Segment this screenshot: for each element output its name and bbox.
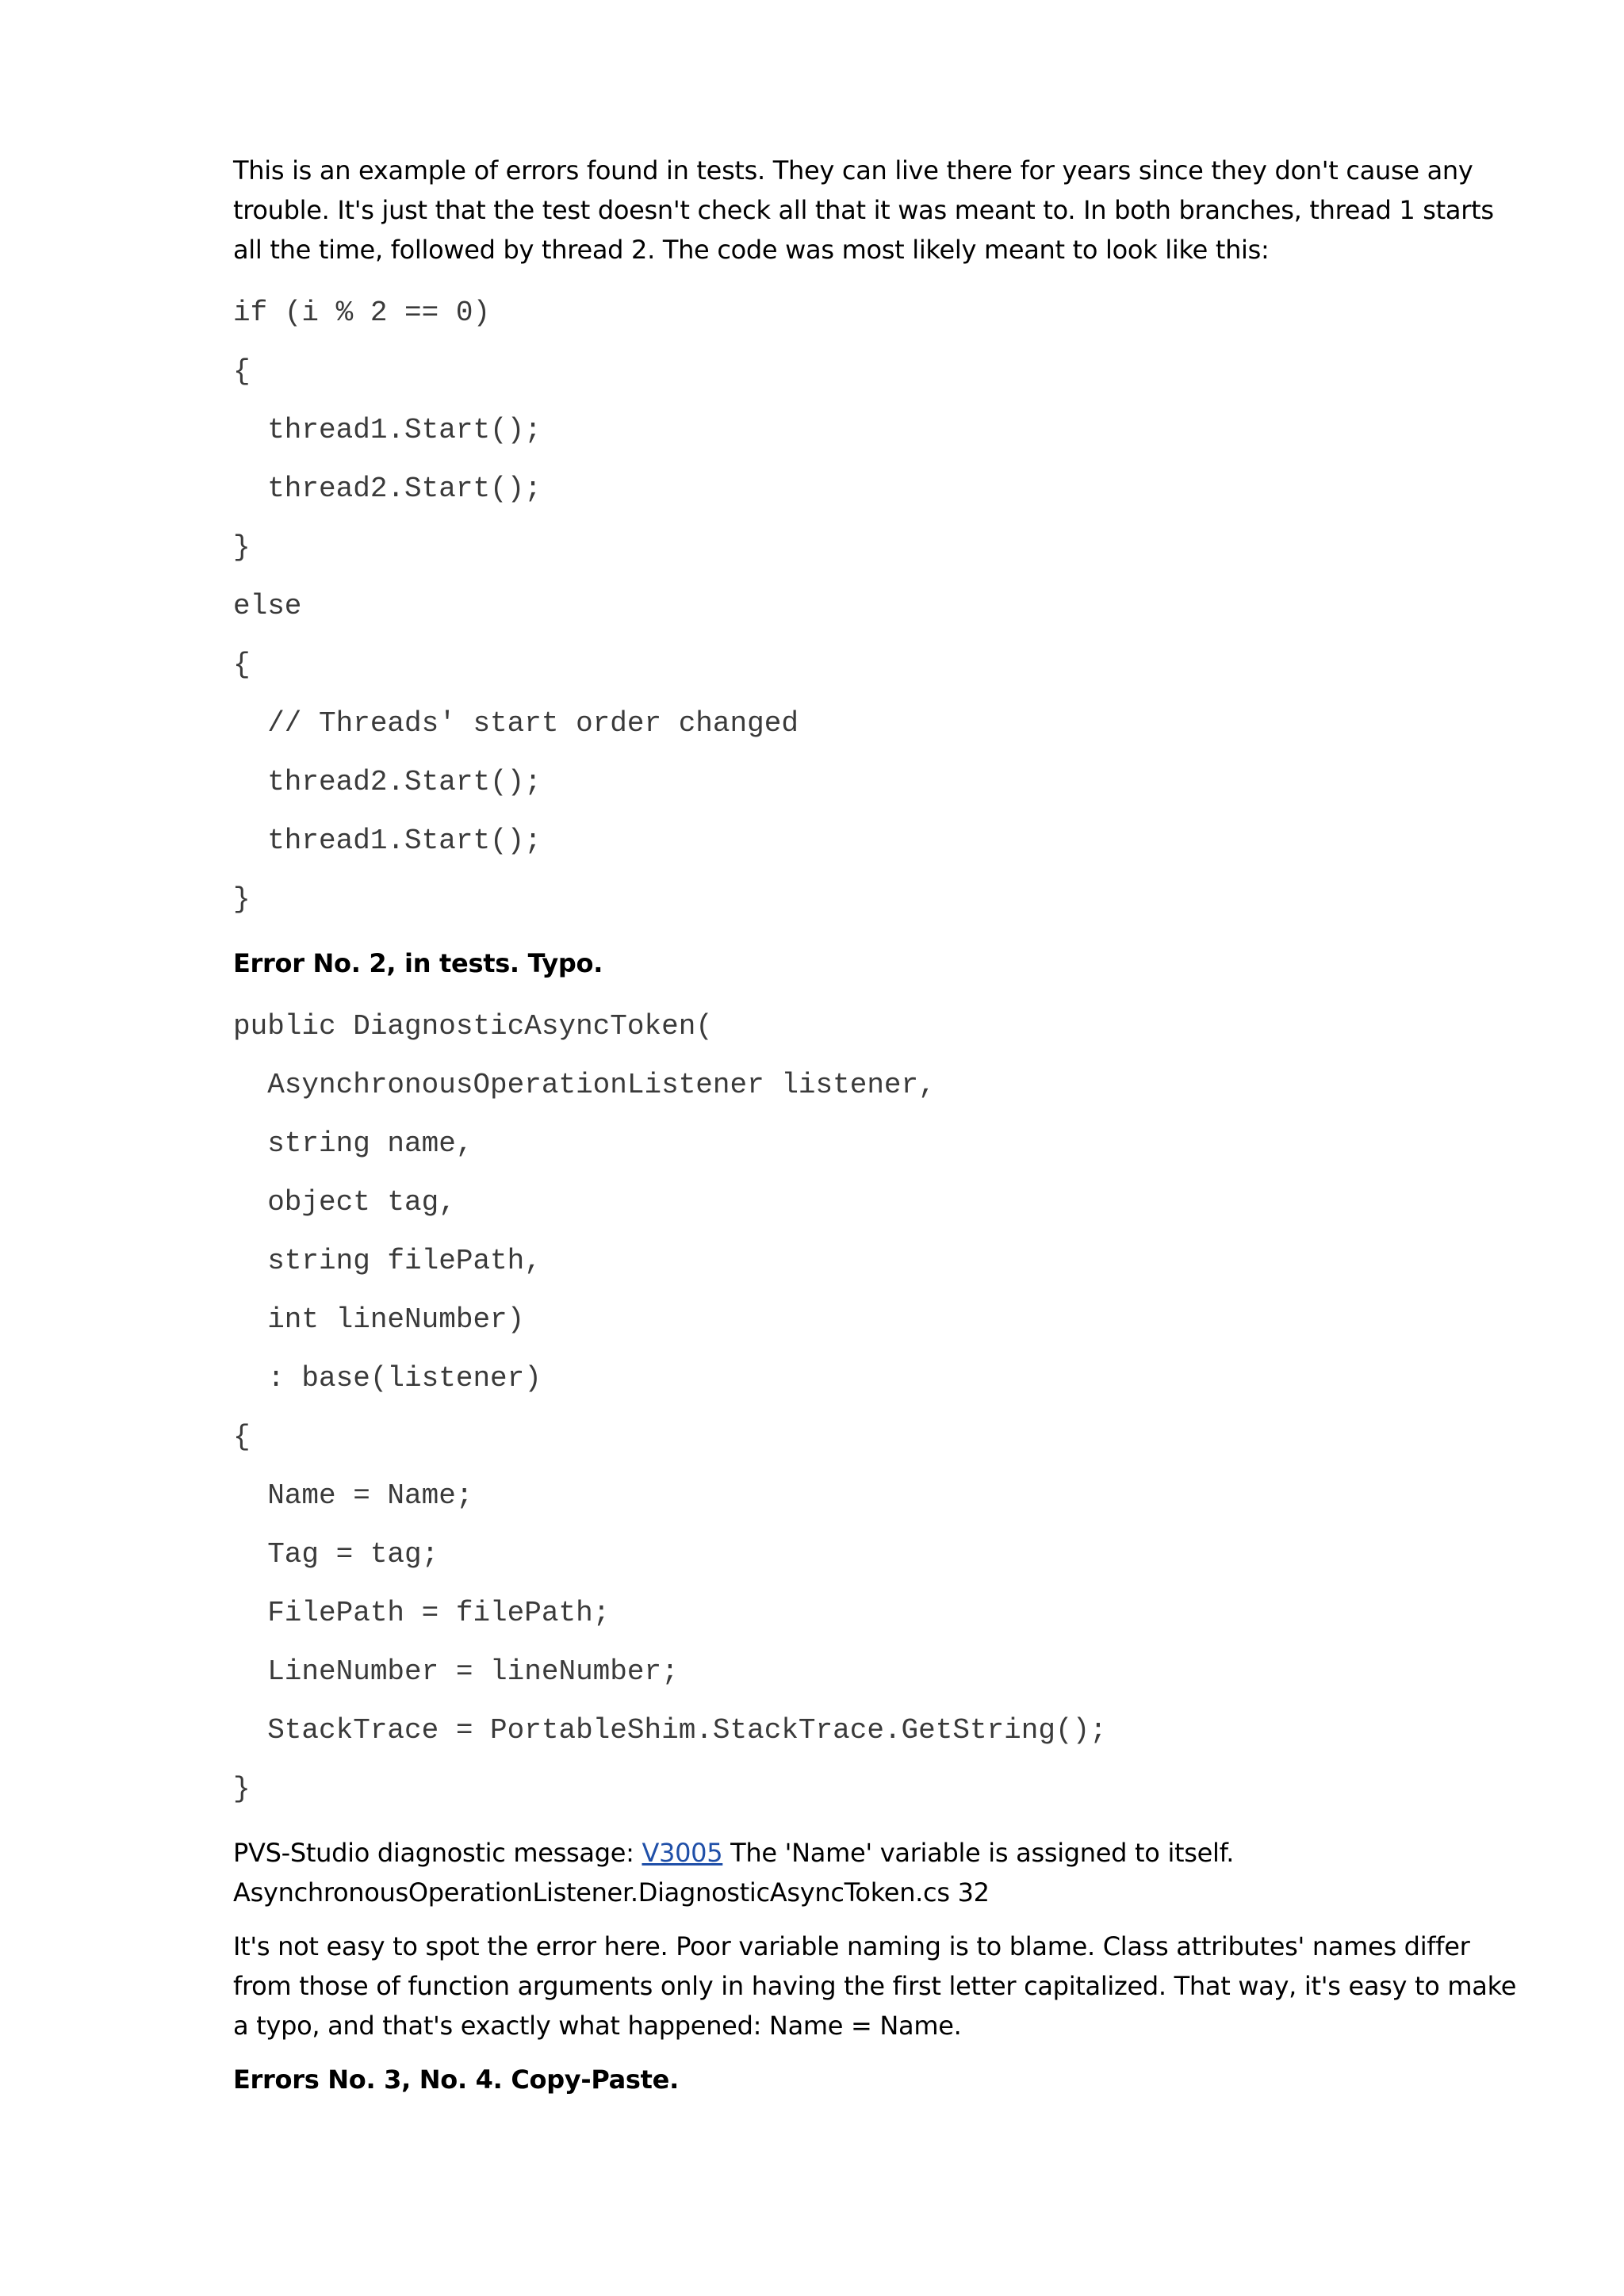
code-line: string filePath, [233,1245,542,1277]
code-block-threads [233,284,1518,929]
code-line: : base(listener) [233,1362,542,1395]
code-block-diagnostic-token [233,997,1518,1819]
code-line: else [233,590,302,622]
code-line: FilePath = filePath; [233,1597,611,1629]
code-line: } [233,531,251,564]
heading-error-2: Error No. 2, in tests. Typo. [233,948,603,978]
code-line: object tag, [233,1186,456,1219]
code-line: // Threads' start order changed [233,707,799,740]
code-line: if (i % 2 == 0) [233,297,491,329]
code-line: Tag = tag; [233,1538,439,1571]
intro-paragraph: This is an example of errors found in tests. They can live there for years since they don't cause any trouble. It's just that the test doesn't check all that it was meant to. In both branches, thread 1 starts all the time, followed by thread 2. The code was most likely meant to look like this: [233,155,1494,265]
diagnostic-message [233,1833,1518,1912]
code-line: { [233,355,251,388]
code-line: public DiagnosticAsyncToken( [233,1010,713,1043]
document-content [233,151,1518,2114]
explanation-paragraph: It's not easy to spot the error here. Poor variable naming is to blame. Class attributes' names differ from those of function arguments only in having the first letter capitalized. That way, it's easy to make a typo, and that's exactly what happened: Name = Name. [233,1931,1517,2041]
code-line: Name = Name; [233,1479,473,1512]
code-line: thread2.Start(); [233,766,542,798]
code-line: AsynchronousOperationListener listener, [233,1069,936,1101]
diagnostic-location: AsynchronousOperationListener.DiagnosticAsyncToken.cs 32 [233,1877,990,1908]
code-line: } [233,1773,251,1805]
code-line: thread1.Start(); [233,825,542,857]
code-line: string name, [233,1127,473,1160]
v3005-link[interactable]: V3005 [642,1838,723,1868]
diagnostic-text: The 'Name' variable is assigned to itself. [722,1838,1235,1868]
code-line: } [233,883,251,916]
code-line: int lineNumber) [233,1303,525,1336]
code-line: { [233,649,251,681]
code-line: StackTrace = PortableShim.StackTrace.GetString(); [233,1714,1107,1747]
code-line: { [233,1421,251,1453]
diagnostic-prefix: PVS-Studio diagnostic message: [233,1838,642,1868]
code-line: thread1.Start(); [233,414,542,446]
code-line: thread2.Start(); [233,473,542,505]
code-line: LineNumber = lineNumber; [233,1655,679,1688]
heading-errors-3-4: Errors No. 3, No. 4. Copy-Paste. [233,2064,679,2095]
